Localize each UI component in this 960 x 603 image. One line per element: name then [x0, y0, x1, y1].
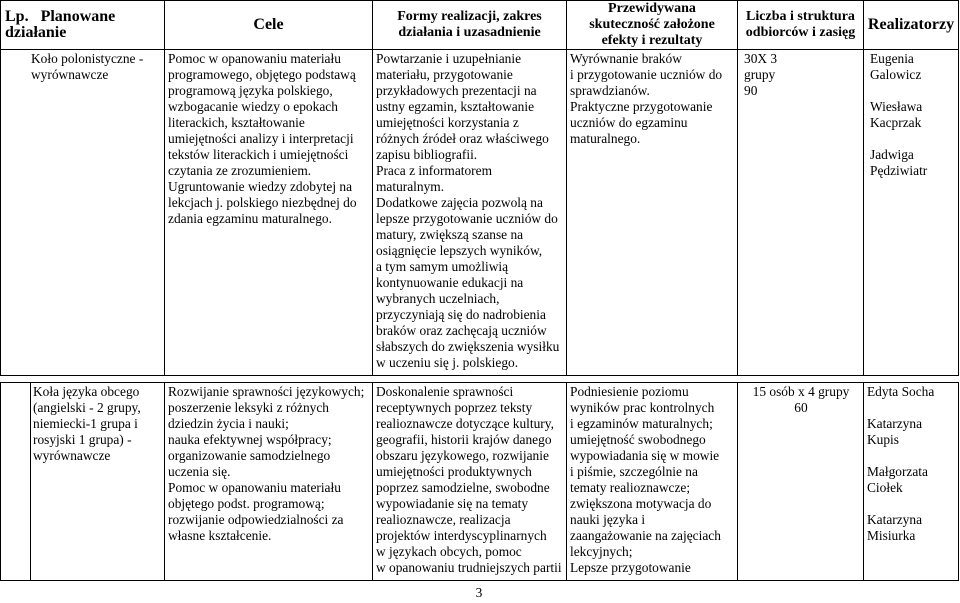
activity-table-bottom — [0, 382, 959, 581]
header-audience: Liczba i struktura odbiorców i zasięg — [738, 1, 864, 50]
row2-effects: Podniesienie poziomu wyników prac kontrolnych i egzaminów maturalnych; umiejętność swobodnego wypowiadania się w mowie i piśmie, szczególnie na tematy realioznawcze; zwiększona motywacja do nauki języka i zaangażowanie na zajęciach lekcyjnych; Lepsze przygotowanie — [567, 383, 738, 581]
table-row — [1, 383, 959, 581]
row2-implementers: Edyta Socha Katarzyna Kupis Małgorzata Ciołek Katarzyna Misiurka — [864, 383, 959, 581]
page-number: 3 — [475, 585, 483, 600]
table-header-row — [1, 1, 959, 50]
row1-effects: Wyrównanie braków i przygotowanie uczniów do sprawdzianów. Praktyczne przygotowanie uczniów do egzaminu maturalnego. — [567, 50, 738, 376]
row1-implementers: Eugenia Galowicz Wiesława Kacprzak Jadwiga Pędziwiatr — [864, 50, 959, 376]
header-effects: Przewidywana skuteczność założone efekty i rezultaty — [567, 1, 738, 50]
row2-audience: 15 osób x 4 grupy 60 — [738, 383, 864, 581]
row1-goals: Pomoc w opanowaniu materiału programowego, objętego podstawą programową języka polskiego, wzbogacanie wiedzy o epokach literackich, kształtowanie umiejętności analizy i interpretacji tekstów literackich i umiejętności czytania ze zrozumieniem. Ugruntowanie wiedzy zdobytej na lekcjach j. polskiego niezbędnej do zdania egzaminu maturalnego. — [165, 50, 373, 376]
header-planned: Planowane działanie — [5, 8, 116, 41]
row2-action: Koła języka obcego (angielski - 2 grupy, niemiecki-1 grupa i rosyjski 1 grupa) - wyrównawcze — [31, 383, 165, 581]
row2-goals: Rozwijanie sprawności językowych; poszerzenie leksyki z różnych dziedzin życia i nauki; nauka efektywnej współpracy; organizowanie samodzielnego uczenia się. Pomoc w opanowaniu materiału objętego podst. programową; rozwijanie odpowiedzialności za własne kształcenie. — [165, 383, 373, 581]
table-row — [1, 50, 959, 376]
row2-lp — [1, 383, 31, 581]
row1-audience: 30X 3 grupy 90 — [738, 50, 864, 376]
row1-forms: Powtarzanie i uzupełnianie materiału, przygotowanie przykładowych prezentacji na ustny egzamin, kształtowanie umiejętności korzystania z różnych źródeł oraz właściwego zapisu bibliografii. Praca z informatorem maturalnym. Dodatkowe zajęcia pozwolą na lepsze przygotowanie uczniów do matury, zwiększą szanse na osiągnięcie lepszych wyników, a tym samym umożliwią kontynuowanie edukacji na wybranych uczelniach, przyczyniają się do nadrobienia braków oraz zachęcają uczniów słabszych do zwiększenia wysiłku w uczeniu się j. polskiego. — [373, 50, 567, 376]
header-lp: Lp. — [5, 8, 29, 25]
row2-forms: Doskonalenie sprawności receptywnych poprzez teksty realioznawcze dotyczące kultury, geografii, historii krajów danego obszaru językowego, rozwijanie umiejętności produktywnych poprzez samodzielne, swobodne wypowiadanie się na tematy realioznawcze, realizacja projektów interdyscyplinarnych w językach obcych, pomoc w opanowaniu trudniejszych partii — [373, 383, 567, 581]
header-goals: Cele — [165, 1, 373, 50]
header-implementers: Realizatorzy — [864, 1, 959, 50]
header-lp-planned — [1, 1, 165, 50]
row1-action: Koło polonistyczne - wyrównawcze — [1, 50, 165, 376]
header-forms: Formy realizacji, zakres działania i uzasadnienie — [373, 1, 567, 50]
